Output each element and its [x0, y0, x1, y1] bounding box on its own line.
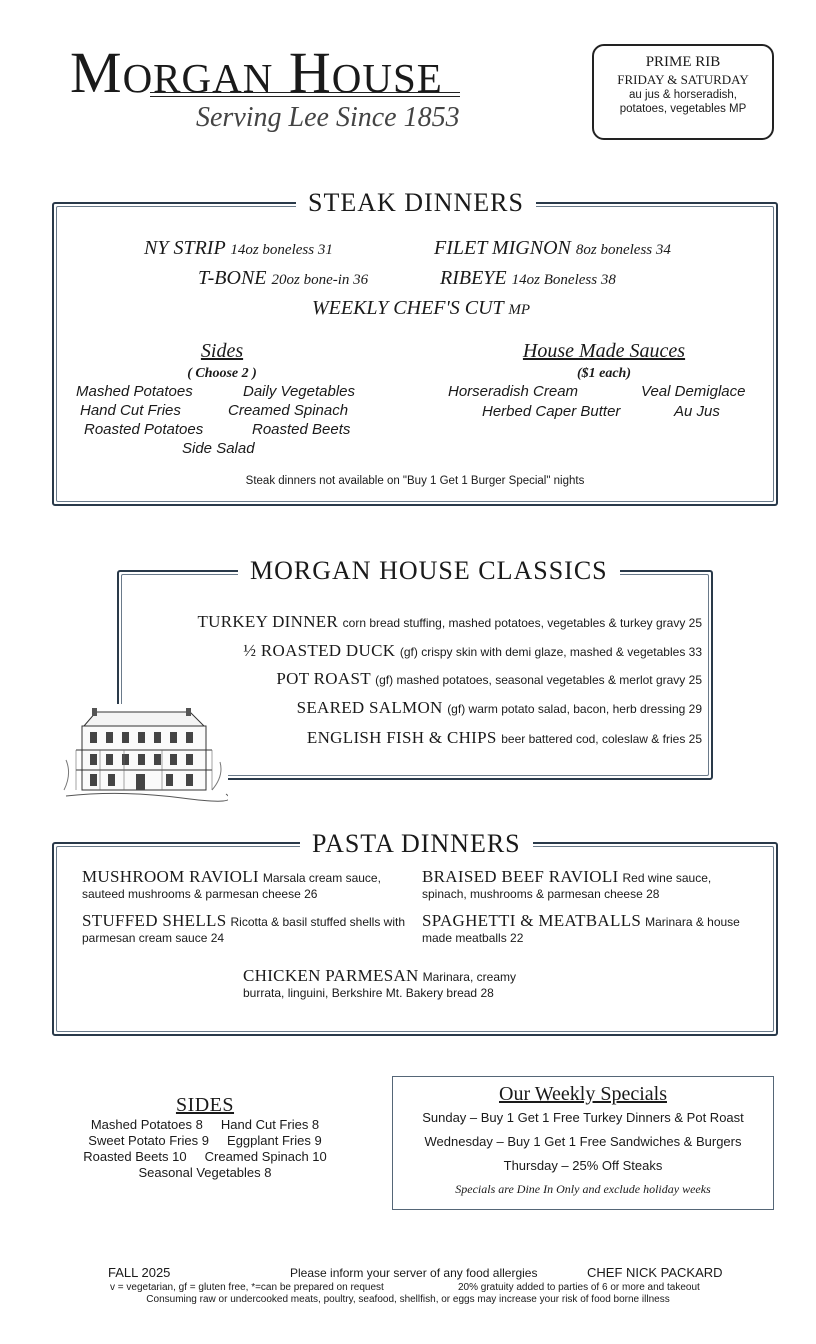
classic-item-desc: (gf) crispy skin with demi glaze, mashed & vegetables 33 — [399, 645, 702, 659]
sauce-option: Horseradish Cream — [448, 383, 579, 400]
classic-item — [307, 728, 702, 748]
pasta-item-desc: Red wine sauce, — [622, 871, 712, 885]
prime-rib-days: FRIDAY & SATURDAY — [617, 72, 749, 87]
steak-item-name: T-BONE — [198, 267, 267, 289]
food-safety-warning: Consuming raw or undercooked meats, poultry, seafood, shellfish, or eggs may increase your risk of food borne illness — [146, 1294, 670, 1305]
steak-item-desc: 8oz boneless 34 — [575, 242, 671, 258]
gratuity-notice: 20% gratuity added to parties of 6 or more and takeout — [458, 1282, 700, 1293]
classic-item-desc: beer battered cod, coleslaw & fries 25 — [501, 732, 702, 746]
classic-item — [197, 612, 702, 632]
house-sketch-illustration — [62, 704, 228, 802]
special-line: Sunday – Buy 1 Get 1 Free Turkey Dinners & Pot Roast — [422, 1110, 744, 1125]
sides-menu-line: Roasted Beets 10 Creamed Spinach 10 — [83, 1149, 327, 1164]
classic-item-desc: (gf) warm potato salad, bacon, herb dressing 29 — [447, 702, 702, 716]
logo-divider-secondary — [150, 96, 460, 97]
sides-menu-list — [60, 1117, 350, 1181]
classic-item — [297, 698, 702, 718]
steak-section-title: STEAK DINNERS — [296, 188, 536, 218]
pasta-item-name: STUFFED SHELLS — [82, 911, 227, 930]
side-option: Creamed Spinach — [228, 402, 349, 419]
steak-item-name: WEEKLY CHEF'S CUT — [312, 297, 504, 319]
chef-name: CHEF NICK PACKARD — [587, 1265, 723, 1280]
classic-item-name: POT ROAST — [276, 669, 371, 688]
logo-divider — [150, 92, 460, 93]
steak-item — [434, 237, 671, 260]
pasta-item-name: SPAGHETTI & MEATBALLS — [422, 911, 642, 930]
pasta-section-title: PASTA DINNERS — [300, 829, 533, 859]
pasta-item — [422, 869, 752, 902]
pasta-item-desc-cont: burrata, linguini, Berkshire Mt. Bakery bread 28 — [243, 986, 494, 1000]
pasta-item-name: MUSHROOM RAVIOLI — [82, 867, 259, 886]
steak-item-name: RIBEYE — [440, 267, 507, 289]
classics-section-title: MORGAN HOUSE CLASSICS — [238, 556, 620, 586]
steak-item-desc: 14oz boneless 31 — [230, 242, 333, 258]
sides-note: ( Choose 2 ) — [187, 366, 257, 381]
pasta-item-desc-cont: made meatballs 22 — [422, 931, 524, 945]
side-option: Hand Cut Fries — [80, 402, 181, 419]
side-option: Daily Vegetables — [243, 383, 356, 400]
sauce-option: Veal Demiglace — [641, 383, 746, 400]
pasta-item-desc: Ricotta & basil stuffed shells with — [230, 915, 406, 929]
prime-rib-line2: potatoes, vegetables MP — [619, 103, 747, 115]
dietary-legend: v = vegetarian, gf = gluten free, *=can be prepared on request — [110, 1282, 384, 1293]
side-option: Side Salad — [182, 440, 255, 457]
pasta-item-desc: Marinara, creamy — [422, 970, 516, 984]
steak-item-desc: 20oz bone-in 36 — [271, 272, 369, 288]
classic-item — [243, 641, 702, 661]
prime-rib-line1: au jus & horseradish, — [628, 89, 738, 101]
steak-item — [198, 267, 368, 290]
allergy-notice: Please inform your server of any food allergies — [290, 1266, 538, 1280]
pasta-item-desc: Marinara & house — [645, 915, 740, 929]
classic-item-name: SEARED SALMON — [296, 698, 443, 717]
weekly-specials-title: Our Weekly Specials — [499, 1083, 667, 1105]
sides-menu-line: Sweet Potato Fries 9 Eggplant Fries 9 — [88, 1133, 322, 1148]
special-line: Thursday – 25% Off Steaks — [503, 1158, 663, 1173]
classic-item-name: TURKEY DINNER — [197, 612, 339, 631]
sauce-option: Herbed Caper Butter — [482, 403, 621, 420]
steak-item — [440, 267, 616, 290]
classic-item — [276, 669, 702, 689]
steak-item — [144, 237, 333, 260]
steak-footnote: Steak dinners not available on "Buy 1 Get 1 Burger Special" nights — [245, 475, 585, 487]
sauce-option: Au Jus — [674, 403, 720, 420]
pasta-item — [243, 968, 573, 1001]
classic-item-name: ½ ROASTED DUCK — [243, 641, 396, 660]
pasta-item-desc-cont: parmesan cream sauce 24 — [82, 931, 225, 945]
pasta-item — [422, 913, 752, 946]
pasta-item-desc-cont: sauteed mushrooms & parmesan cheese 26 — [82, 887, 318, 901]
restaurant-logo-title: Morgan House — [70, 40, 443, 105]
pasta-item-name: CHICKEN PARMESAN — [243, 966, 419, 985]
steak-item — [312, 297, 530, 320]
classic-item-desc: (gf) mashed potatoes, seasonal vegetables & merlot gravy 25 — [375, 673, 702, 687]
side-option: Mashed Potatoes — [76, 383, 193, 400]
menu-season: FALL 2025 — [108, 1265, 171, 1280]
side-option: Roasted Potatoes — [84, 421, 204, 438]
prime-rib-title: PRIME RIB — [645, 54, 721, 70]
logo-tagline: Serving Lee Since 1853 — [196, 102, 460, 133]
sides-menu-title: SIDES — [175, 1094, 235, 1116]
weekly-specials-box — [392, 1076, 774, 1210]
steak-item-desc: 14oz Boneless 38 — [511, 272, 616, 288]
steak-item-name: NY STRIP — [144, 237, 226, 259]
pasta-item-name: BRAISED BEEF RAVIOLI — [422, 867, 619, 886]
side-option: Roasted Beets — [252, 421, 351, 438]
sauces-note: ($1 each) — [576, 366, 632, 381]
pasta-item-desc-cont: spinach, mushrooms & parmesan cheese 28 — [422, 887, 660, 901]
sides-menu-line: Mashed Potatoes 8 Hand Cut Fries 8 — [90, 1117, 320, 1132]
steak-item-name: FILET MIGNON — [434, 237, 571, 259]
specials-footnote: Specials are Dine In Only and exclude holiday weeks — [455, 1182, 711, 1196]
special-line: Wednesday – Buy 1 Get 1 Free Sandwiches & Burgers — [424, 1134, 742, 1149]
sides-heading: Sides — [200, 340, 244, 362]
steak-item-desc: MP — [508, 302, 530, 318]
pasta-item — [82, 869, 412, 902]
pasta-item — [82, 913, 412, 946]
pasta-item-desc: Marsala cream sauce, — [262, 871, 381, 885]
sauces-heading: House Made Sauces — [522, 340, 686, 362]
classic-item-name: ENGLISH FISH & CHIPS — [306, 728, 497, 747]
prime-rib-box — [592, 44, 774, 140]
classic-item-desc: corn bread stuffing, mashed potatoes, vegetables & turkey gravy 25 — [342, 616, 702, 630]
sides-menu-line: Seasonal Vegetables 8 — [138, 1165, 272, 1180]
